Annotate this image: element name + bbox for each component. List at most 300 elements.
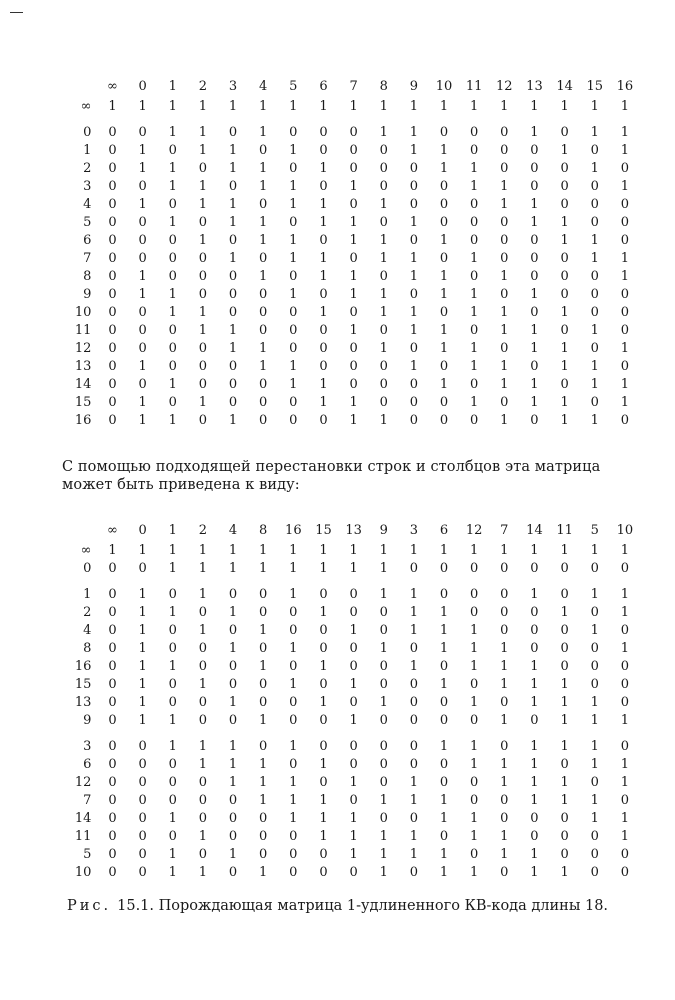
matrix-cell: 0 [138, 739, 147, 754]
matrix-cell: 0 [409, 865, 419, 880]
matrix-cell: 1 [620, 269, 630, 284]
matrix-cell: 0 [108, 125, 117, 140]
matrix-cell: 1 [590, 623, 599, 638]
matrix-cell: 1 [590, 757, 599, 772]
corner-cell [60, 76, 97, 98]
matrix-cell: 0 [409, 413, 419, 428]
matrix-cell: 0 [379, 757, 388, 772]
matrix-cell: 1 [319, 395, 328, 410]
matrix-cell: 1 [289, 99, 298, 114]
matrix-cell: 0 [259, 377, 268, 392]
matrix-cell: 1 [168, 659, 177, 674]
matrix-cell: 0 [228, 623, 238, 638]
matrix-cell: 0 [560, 323, 569, 338]
matrix-cell: 0 [379, 323, 388, 338]
matrix-cell: 1 [259, 757, 268, 772]
matrix-cell: 1 [560, 865, 569, 880]
matrix-cell: 1 [289, 775, 298, 790]
column-label: 13 [345, 523, 362, 538]
matrix-cell: 0 [289, 659, 298, 674]
matrix-cell: 1 [138, 287, 147, 302]
matrix-cell: 1 [409, 587, 419, 602]
matrix-cell: 1 [500, 377, 509, 392]
matrix-cell: 0 [439, 305, 449, 320]
matrix-cell: 0 [289, 865, 298, 880]
column-label: 4 [259, 79, 268, 94]
matrix-row [60, 178, 640, 196]
matrix-cell: 0 [108, 197, 117, 212]
matrix-cell: 0 [349, 341, 358, 356]
matrix-cell: 0 [168, 587, 177, 602]
row-label: 2 [83, 605, 92, 620]
matrix-cell: 0 [259, 413, 268, 428]
matrix-cell: 0 [590, 341, 599, 356]
matrix-cell: 1 [349, 269, 358, 284]
matrix-cell: 1 [500, 269, 509, 284]
matrix-cell: 1 [349, 811, 358, 826]
row-label: 1 [83, 143, 92, 158]
matrix-cell: 1 [228, 757, 238, 772]
row-label: 4 [83, 197, 92, 212]
matrix-cell: 1 [590, 99, 599, 114]
matrix-cell: 1 [198, 623, 208, 638]
matrix-cell: 0 [108, 677, 117, 692]
matrix-cell: 1 [560, 215, 569, 230]
matrix-cell: 0 [590, 847, 599, 862]
matrix-cell: 0 [289, 305, 298, 320]
matrix-cell: 1 [470, 251, 479, 266]
matrix-cell: 0 [319, 623, 328, 638]
matrix-cell: 0 [470, 847, 479, 862]
matrix-cell: 0 [198, 641, 208, 656]
matrix-cell: 1 [319, 659, 328, 674]
matrix-cell: 0 [289, 323, 298, 338]
matrix-cell: 0 [168, 395, 177, 410]
matrix-cell: 0 [530, 143, 539, 158]
matrix-cell: 1 [138, 695, 147, 710]
matrix-row [60, 116, 640, 142]
matrix-cell: 1 [620, 713, 630, 728]
matrix-cell: 0 [138, 811, 147, 826]
row-label: 10 [74, 305, 92, 320]
matrix-cell: 0 [560, 561, 569, 576]
matrix-cell: 0 [108, 359, 117, 374]
matrix-cell: 1 [228, 341, 238, 356]
matrix-cell: 0 [108, 811, 117, 826]
matrix-cell: 0 [108, 395, 117, 410]
matrix-cell: 0 [590, 561, 599, 576]
matrix-cell: 1 [590, 713, 599, 728]
matrix-cell: 0 [198, 377, 208, 392]
matrix-cell: 1 [228, 323, 238, 338]
matrix-cell: 0 [289, 829, 298, 844]
matrix-cell: 0 [560, 251, 569, 266]
matrix-row [60, 160, 640, 178]
matrix-cell: 1 [470, 757, 479, 772]
matrix-cell: 1 [289, 587, 298, 602]
matrix-cell: 1 [590, 811, 599, 826]
matrix-cell: 1 [590, 793, 599, 808]
matrix-cell: 1 [590, 251, 599, 266]
matrix-cell: 1 [590, 695, 599, 710]
matrix-cell: 1 [409, 829, 419, 844]
matrix-cell: 0 [108, 287, 117, 302]
matrix-cell: 0 [168, 251, 177, 266]
matrix-cell: 0 [198, 413, 208, 428]
matrix-cell: 0 [289, 341, 298, 356]
matrix-cell: 0 [228, 287, 238, 302]
matrix-cell: 0 [500, 587, 509, 602]
matrix-cell: 0 [620, 561, 630, 576]
matrix-cell: 1 [228, 739, 238, 754]
matrix-cell: 0 [108, 713, 117, 728]
matrix-cell: 1 [259, 179, 268, 194]
matrix-cell: 0 [198, 847, 208, 862]
matrix-cell: 1 [168, 713, 177, 728]
matrix-cell: 0 [228, 305, 238, 320]
matrix-cell: 1 [439, 793, 449, 808]
matrix-cell: 1 [228, 543, 238, 558]
matrix-cell: 1 [228, 847, 238, 862]
matrix-cell: 0 [409, 695, 419, 710]
matrix-row [60, 412, 640, 430]
matrix-cell: 0 [530, 829, 539, 844]
matrix-cell: 0 [289, 161, 298, 176]
matrix-cell: 1 [198, 125, 208, 140]
column-label: 11 [556, 523, 573, 538]
matrix-cell: 1 [409, 215, 419, 230]
matrix-cell: 1 [319, 215, 328, 230]
matrix-cell: 1 [439, 739, 449, 754]
matrix-cell: 0 [470, 143, 479, 158]
matrix-cell: 0 [470, 413, 479, 428]
matrix-cell: 0 [138, 847, 147, 862]
matrix-row [60, 578, 640, 604]
matrix-cell: 1 [198, 561, 208, 576]
matrix-cell: 1 [168, 215, 177, 230]
matrix-cell: 1 [620, 377, 630, 392]
matrix-cell: 0 [470, 215, 479, 230]
matrix-cell: 0 [289, 269, 298, 284]
matrix-cell: 1 [319, 543, 328, 558]
matrix-cell: 1 [319, 305, 328, 320]
matrix-cell: 1 [439, 811, 449, 826]
matrix-row [60, 358, 640, 376]
matrix-cell: 0 [259, 287, 268, 302]
matrix-cell: 0 [530, 561, 539, 576]
matrix-cell: 0 [620, 161, 630, 176]
matrix-cell: 1 [349, 847, 358, 862]
matrix-cell: 0 [470, 377, 479, 392]
matrix-cell: 1 [259, 713, 268, 728]
matrix-cell: 1 [319, 377, 328, 392]
matrix-cell: 0 [620, 359, 630, 374]
matrix-cell: 1 [228, 161, 238, 176]
matrix-cell: 1 [470, 543, 479, 558]
matrix-cell: 1 [168, 847, 177, 862]
matrix-cell: 1 [289, 561, 298, 576]
matrix-cell: 1 [439, 233, 449, 248]
matrix-cell: 0 [439, 695, 449, 710]
matrix-cell: 0 [409, 641, 419, 656]
matrix-cell: 0 [500, 161, 509, 176]
matrix-cell: 0 [289, 695, 298, 710]
matrix-cell: 0 [259, 847, 268, 862]
matrix-cell: 1 [379, 793, 388, 808]
column-label: 12 [496, 79, 513, 94]
matrix-cell: 1 [530, 587, 539, 602]
matrix-cell: 1 [409, 659, 419, 674]
matrix-cell: 0 [349, 305, 358, 320]
matrix-cell: 1 [349, 677, 358, 692]
matrix-cell: 0 [500, 143, 509, 158]
matrix-cell: 0 [319, 143, 328, 158]
matrix-cell: 0 [409, 197, 419, 212]
matrix-cell: 0 [168, 793, 177, 808]
column-label: 15 [315, 523, 332, 538]
matrix-cell: 1 [319, 695, 328, 710]
row-label: 12 [74, 341, 92, 356]
matrix-cell: 0 [470, 197, 479, 212]
matrix-cell: 0 [560, 161, 569, 176]
matrix-cell: 0 [560, 125, 569, 140]
matrix-cell: 0 [289, 847, 298, 862]
matrix-cell: 0 [349, 739, 358, 754]
matrix-cell: 1 [409, 623, 419, 638]
matrix-cell: 0 [560, 377, 569, 392]
matrix-cell: 0 [409, 233, 419, 248]
matrix-cell: 0 [470, 677, 479, 692]
matrix-cell: 0 [379, 143, 388, 158]
row-label: 5 [83, 215, 92, 230]
matrix-cell: 1 [560, 695, 569, 710]
corner-cell [60, 520, 97, 542]
matrix-cell: 1 [228, 775, 238, 790]
matrix-cell: 0 [259, 695, 268, 710]
matrix-cell: 0 [168, 829, 177, 844]
matrix-cell: 0 [470, 587, 479, 602]
matrix-cell: 0 [379, 659, 388, 674]
matrix-cell: 0 [108, 757, 117, 772]
matrix-cell: 1 [228, 605, 238, 620]
matrix-cell: 0 [500, 215, 509, 230]
column-label: 14 [556, 79, 573, 94]
matrix-cell: 0 [108, 179, 117, 194]
matrix-row [60, 676, 640, 694]
matrix-cell: 0 [409, 287, 419, 302]
matrix-cell: 1 [228, 413, 238, 428]
matrix-row [60, 268, 640, 286]
matrix-cell: 1 [168, 605, 177, 620]
matrix-cell: 0 [259, 305, 268, 320]
matrix-cell: 1 [560, 793, 569, 808]
matrix-cell: 0 [138, 865, 147, 880]
matrix-cell: 1 [439, 323, 449, 338]
matrix-cell: 1 [259, 269, 268, 284]
matrix-cell: 0 [620, 233, 630, 248]
column-header-row [60, 76, 640, 98]
matrix-cell: 0 [500, 811, 509, 826]
matrix-cell: 1 [470, 305, 479, 320]
matrix-cell: 1 [319, 605, 328, 620]
matrix-cell: 0 [500, 287, 509, 302]
matrix-cell: 0 [439, 215, 449, 230]
matrix-cell: 0 [319, 865, 328, 880]
matrix-cell: 0 [620, 659, 630, 674]
matrix-cell: 0 [500, 125, 509, 140]
matrix-row [60, 604, 640, 622]
matrix-cell: 0 [198, 269, 208, 284]
matrix-cell: 0 [108, 305, 117, 320]
matrix-cell: 0 [379, 775, 388, 790]
matrix-cell: 1 [138, 413, 147, 428]
matrix-cell: 1 [620, 829, 630, 844]
matrix-cell: 0 [138, 561, 147, 576]
matrix-cell: 0 [138, 775, 147, 790]
matrix-cell: 1 [319, 161, 328, 176]
matrix-cell: 1 [168, 865, 177, 880]
matrix-cell: 0 [108, 161, 117, 176]
column-label: 1 [168, 523, 177, 538]
matrix-row [60, 864, 640, 882]
matrix-cell: 1 [198, 179, 208, 194]
matrix-cell: 1 [530, 659, 539, 674]
matrix-cell: 1 [530, 341, 539, 356]
matrix-cell: 1 [198, 305, 208, 320]
matrix-cell: 0 [138, 829, 147, 844]
matrix-cell: 0 [108, 587, 117, 602]
matrix-cell: 1 [198, 587, 208, 602]
matrix-cell: 0 [108, 341, 117, 356]
matrix-cell: 1 [198, 143, 208, 158]
column-label: 0 [138, 523, 147, 538]
matrix-cell: 0 [168, 143, 177, 158]
matrix-cell: 0 [198, 605, 208, 620]
matrix-cell: 0 [289, 413, 298, 428]
matrix-cell: 1 [108, 99, 117, 114]
matrix-cell: 1 [289, 793, 298, 808]
matrix-cell: 1 [349, 561, 358, 576]
matrix-cell: 0 [439, 757, 449, 772]
matrix-cell: 1 [590, 377, 599, 392]
matrix-cell: 1 [590, 359, 599, 374]
matrix-cell: 1 [530, 395, 539, 410]
row-label: 15 [74, 677, 92, 692]
matrix-cell: 1 [379, 125, 388, 140]
matrix-cell: 0 [470, 605, 479, 620]
matrix-cell: 1 [439, 623, 449, 638]
column-label: 7 [500, 523, 509, 538]
matrix-cell: 1 [500, 677, 509, 692]
matrix-cell: 1 [530, 757, 539, 772]
matrix-cell: 0 [379, 623, 388, 638]
matrix-cell: 1 [259, 793, 268, 808]
matrix-cell: 0 [620, 847, 630, 862]
matrix-cell: 1 [289, 377, 298, 392]
matrix-cell: 0 [108, 695, 117, 710]
matrix-cell: 1 [379, 587, 388, 602]
matrix-cell: 1 [379, 829, 388, 844]
matrix-cell: 0 [168, 359, 177, 374]
matrix-cell: 1 [500, 757, 509, 772]
matrix-cell: 1 [560, 775, 569, 790]
row-label: 13 [74, 695, 92, 710]
matrix-cell: 1 [560, 739, 569, 754]
matrix-row [60, 774, 640, 792]
matrix-cell: 0 [319, 641, 328, 656]
matrix-cell: 1 [228, 99, 238, 114]
matrix-cell: 0 [409, 811, 419, 826]
matrix-row [60, 730, 640, 756]
matrix-cell: 0 [228, 587, 238, 602]
matrix-cell: 0 [198, 695, 208, 710]
matrix-cell: 1 [560, 543, 569, 558]
matrix-cell: 1 [289, 179, 298, 194]
matrix-cell: 1 [379, 543, 388, 558]
column-label: 12 [465, 523, 483, 538]
matrix-cell: 0 [349, 587, 358, 602]
matrix-cell: 1 [439, 641, 449, 656]
matrix-cell: 1 [470, 359, 479, 374]
matrix-cell: 1 [259, 561, 268, 576]
matrix-cell: 0 [560, 847, 569, 862]
matrix-cell: 0 [379, 713, 388, 728]
matrix-cell: 0 [470, 323, 479, 338]
matrix-cell: 0 [138, 233, 147, 248]
matrix-row [60, 694, 640, 712]
matrix-cell: 1 [319, 561, 328, 576]
matrix-cell: 1 [319, 811, 328, 826]
matrix-cell: 1 [620, 811, 630, 826]
matrix-cell: 1 [530, 99, 539, 114]
matrix-cell: 1 [439, 543, 449, 558]
matrix-cell: 1 [409, 605, 419, 620]
matrix-cell: 1 [500, 775, 509, 790]
matrix-row [60, 394, 640, 412]
matrix-row [60, 712, 640, 730]
matrix-cell: 1 [319, 829, 328, 844]
row-label: 10 [74, 865, 92, 880]
matrix-cell: 1 [289, 287, 298, 302]
column-label: 5 [289, 79, 298, 94]
matrix-cell: 1 [560, 341, 569, 356]
matrix-row [60, 810, 640, 828]
matrix-cell: 1 [620, 587, 630, 602]
matrix-cell: 1 [198, 323, 208, 338]
matrix-cell: 0 [560, 179, 569, 194]
column-label: 3 [228, 79, 238, 94]
matrix-cell: 0 [228, 269, 238, 284]
matrix-cell: 1 [439, 161, 449, 176]
matrix-cell: 1 [530, 197, 539, 212]
matrix-cell: 1 [409, 793, 419, 808]
matrix-cell: 1 [138, 641, 147, 656]
matrix-cell: 1 [259, 543, 268, 558]
matrix-row [60, 542, 640, 560]
matrix-cell: 1 [259, 341, 268, 356]
matrix-row [60, 232, 640, 250]
matrix-cell: 0 [470, 713, 479, 728]
matrix-cell: 1 [168, 287, 177, 302]
matrix-cell: 1 [379, 197, 388, 212]
matrix-cell: 1 [470, 641, 479, 656]
matrix-cell: 0 [500, 793, 509, 808]
row-label: 5 [83, 847, 92, 862]
matrix-cell: 1 [500, 413, 509, 428]
matrix-cell: 1 [228, 197, 238, 212]
row-label: 15 [74, 395, 92, 410]
matrix-cell: 1 [228, 641, 238, 656]
